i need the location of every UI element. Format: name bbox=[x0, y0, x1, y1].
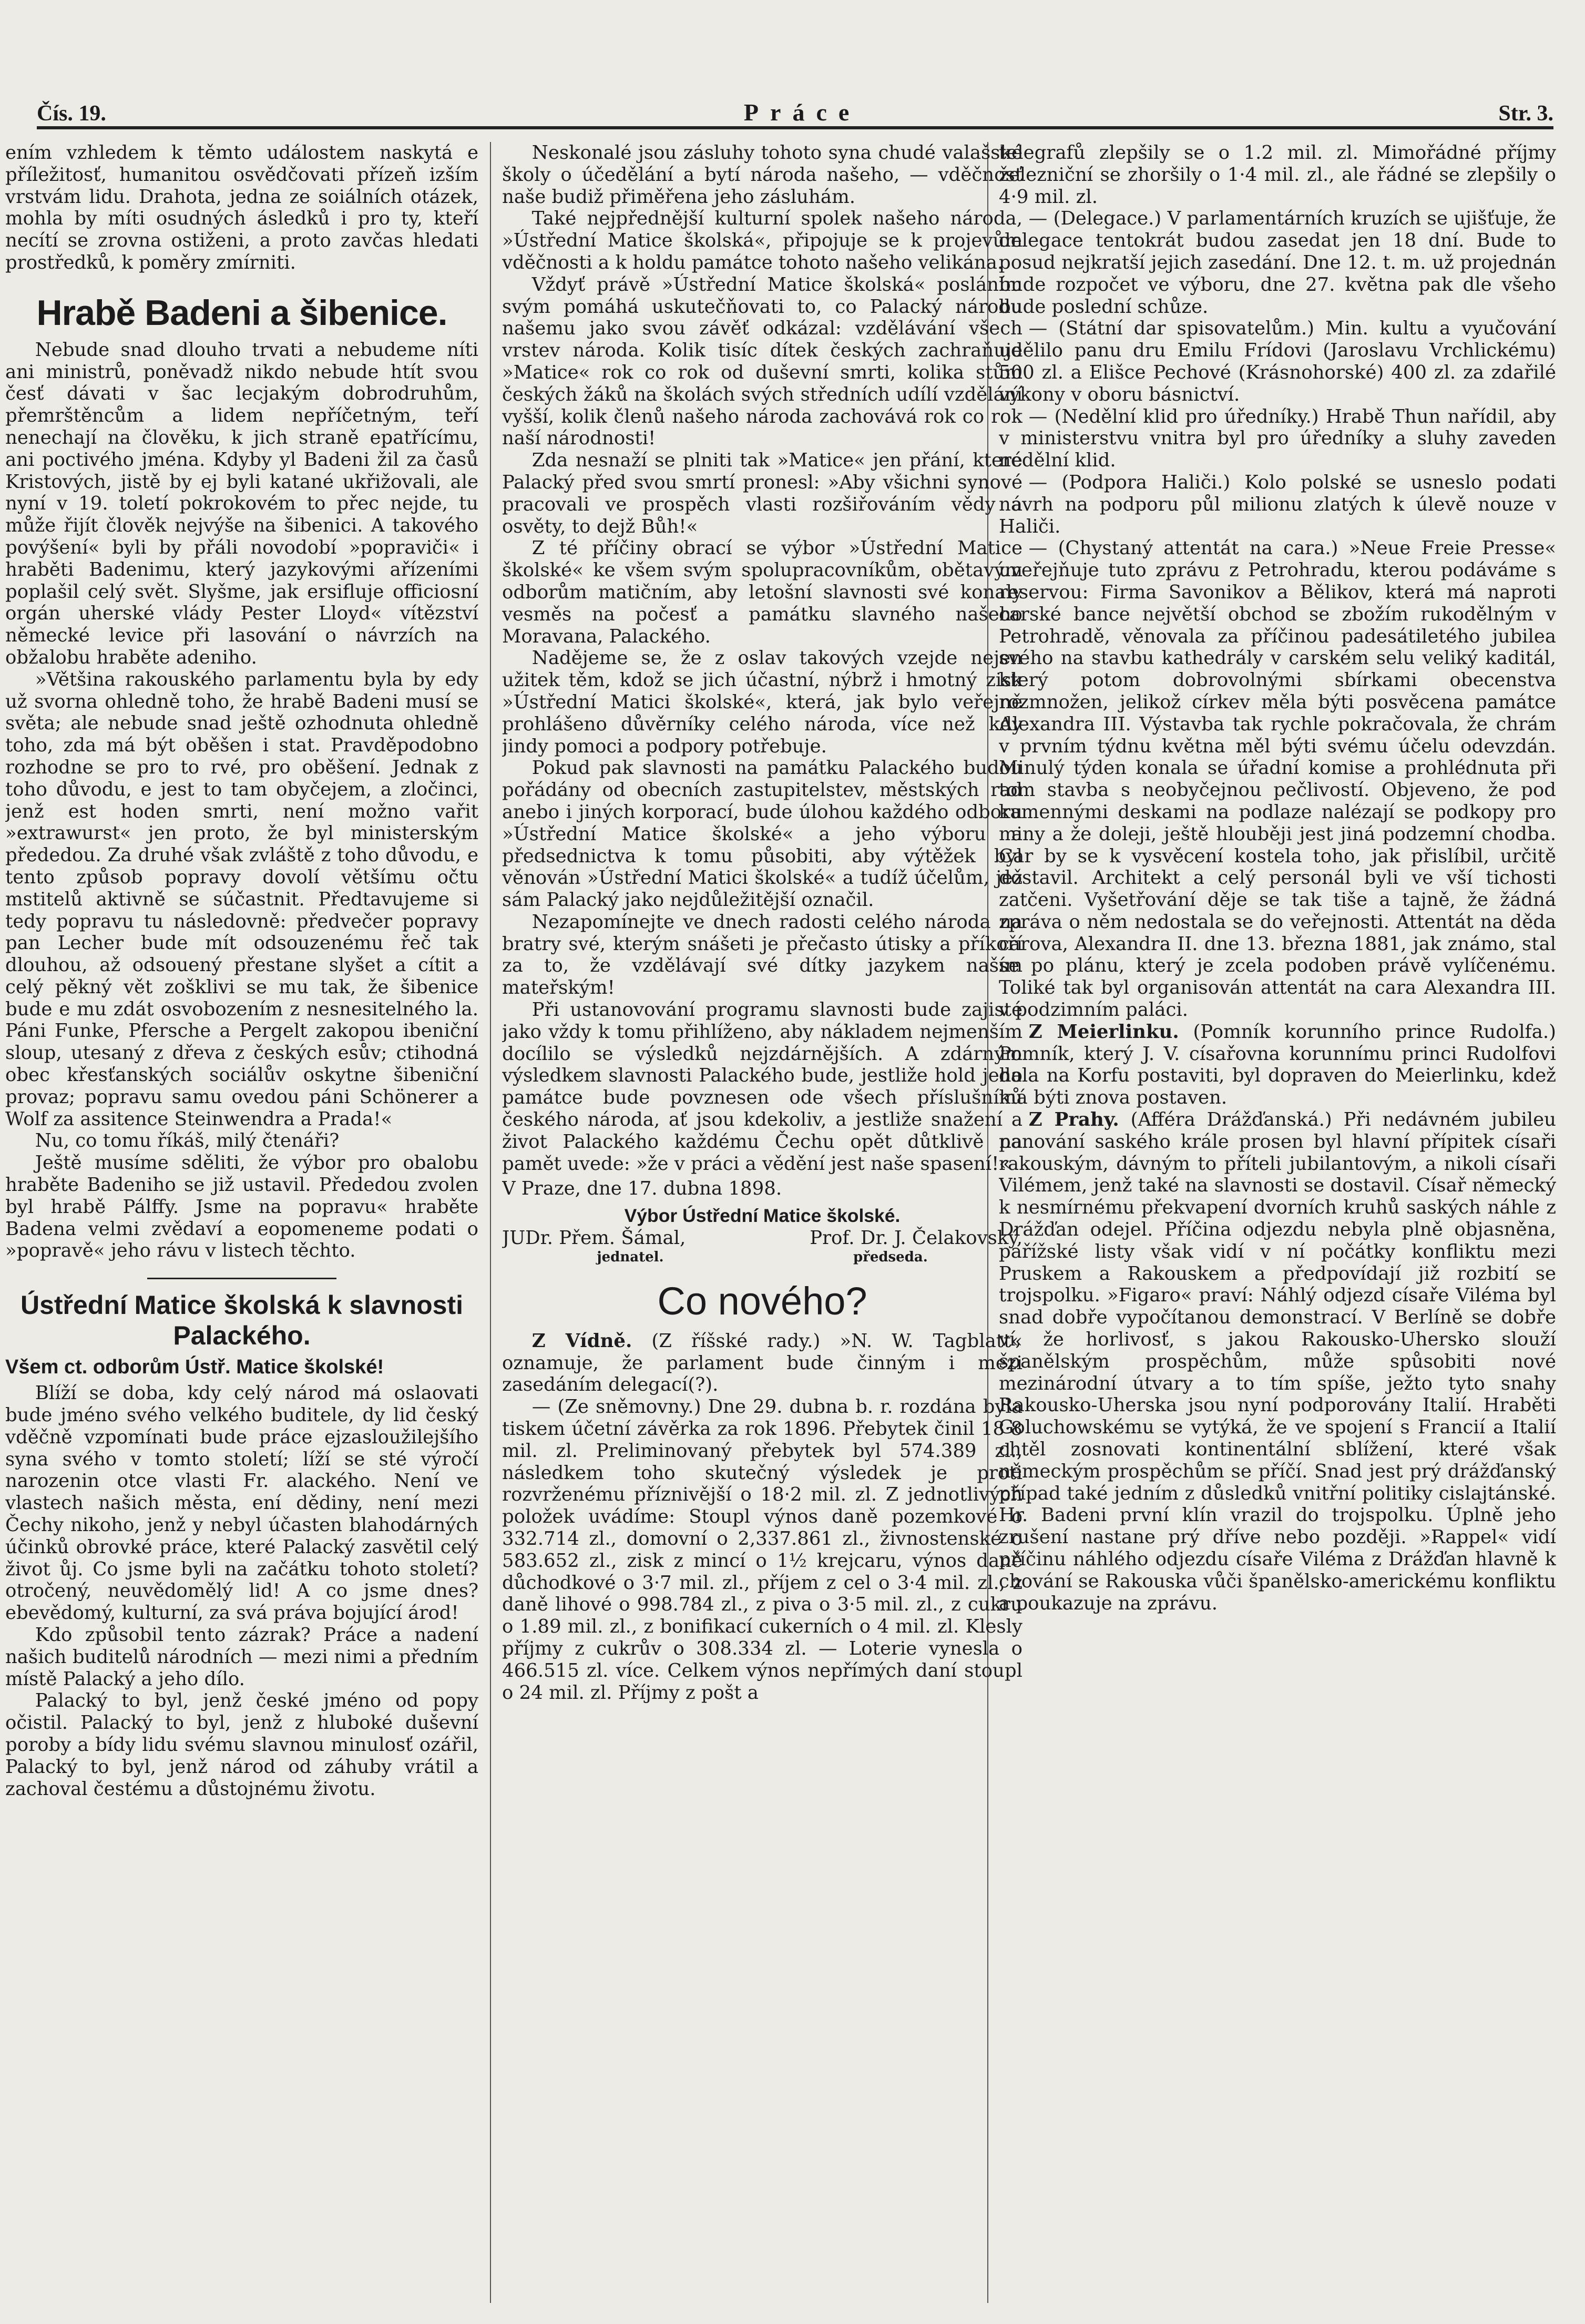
news-item bbox=[502, 1330, 1022, 1396]
news-item: — (Delegace.) V parlamentárních kruzích se ujišťuje, že delegace tentokrát budou zasedat jen 18 dní. Bude to posud nejkratší jejich zasedání. Dne 12. t. m. už projednán bude rozpočet ve výboru, dne 27. května pak dle všeho bude poslední schůze. bbox=[999, 208, 1556, 318]
article-subheading: Všem ct. odborům Ústř. Matice školské! bbox=[5, 1356, 384, 1379]
news-location: Z Meierlinku. bbox=[1028, 1021, 1179, 1043]
paragraph: Kdo způsobil tento zázrak? Práce a nadení našich buditelů národních — mezi nimi a předním místě Palacký a jeho dílo. bbox=[5, 1624, 478, 1690]
signature-role: jednatel. bbox=[597, 1249, 664, 1265]
news-text: (Z říšské rady.) »N. W. Tagblatt« oznamuje, že parlament bude činným i mezi zasedáním delegací(?). bbox=[502, 1330, 1022, 1396]
signature-role: předseda. bbox=[853, 1249, 928, 1265]
page-number: Str. 3. bbox=[1498, 101, 1553, 126]
paragraph: Blíží se doba, kdy celý národ má oslaovati bude jméno svého velkého buditele, dy lid český vděčně vzpomínati bude práce ejzasloužilejšího syna svého v tomto století; líží se sté výročí narozenin otce vlasti Fr. alackého. Není ve vlastech našich města, ení dědiny, není mezi Čechy nikoho, jenž y nebyl účasten blahodárných účinků obrovké práce, které Palacký zasvětil celý život ůj. Co jsme byli na začátku tohoto století? otročený, neuvědomělý lid! A co jsme dnes? ebevědomý, kulturní, za svá práva bojující árod! bbox=[5, 1382, 478, 1624]
column-right bbox=[999, 142, 1556, 2308]
article-heading-badeni: Hrabě Badeni a šibenice. bbox=[36, 292, 447, 333]
news-text: (Pomník korunního prince Rudolfa.) Pomník, který J. V. císařovna korunnímu princi Rudolfovi dala na Korfu postaviti, byl dopraven do Meierlinku, kdež má býti znova postaven. bbox=[999, 1021, 1556, 1109]
signature-name: Prof. Dr. J. Čelakovský, bbox=[810, 1227, 1022, 1249]
section-heading-news: Co nového? bbox=[657, 1279, 867, 1323]
paragraph: Pokud pak slavnosti na památku Palackého budou pořádány od obecních zastupitelstev, městských rad anebo i jiných korporací, bude úlohou každého odboru »Ústřední Matice školské« a jeho výboru a předsednictva k tomu působiti, aby výtěžek byl věnován »Ústřední Matici školské« a tudíž účelům, jež sám Palacký jako nejdůležitější označil. bbox=[502, 757, 1022, 911]
news-item: — (Chystaný attentát na cara.) »Neue Freie Presse« uveřejňuje tuto zprávu z Petrohradu, kterou podáváme s reservou: Firma Savonikov a Bělikov, která má naproti carské bance největší obchod se zbožím rukodělným v Petrohradě, věnovala za příčinou padesátiletého jubilea svého na stavbu kathedrály v carském selu veliký kaditál, který potom dobrovolnými sbírkami obecenstva rozmnožen, jelikož církev měla býti posvěcena památce Alexandra III. Výstavba tak rychle pokračovala, že chrám v prvním týdnu května měl býti svému účelu odevzdán. Minulý týden konala se úřadní komise a prohlédnuta při tom stavba s neobyčejnou pečlivostí. Objeveno, že pod kamennými deskami na podlaze nalézají se podkopy pro miny a že doleji, ještě hlouběji jest jiná podzemní chodba. Car by se k vysvěcení kostela toho, jak přislíbil, určitě dostavil. Architekt a celý personál byli ve vší tichosti zatčeni. Vyšetřování děje se tak tiše a tajně, že žádná zpráva o něm nedostala se do veřejnosti. Attentát na děda carova, Alexandra II. dne 13. března 1881, jak známo, stal se po plánu, který je zcela podoben právě vylíčenému. Toliké tak byl organisován attentát na cara Alexandra III. v podzimním paláci. bbox=[999, 537, 1556, 1021]
news-item: — (Nedělní klid pro úředníky.) Hrabě Thun nařídil, aby v ministerstvu vnitra byl pro úředníky a sluhy zaveden nedělní klid. bbox=[999, 405, 1556, 472]
paragraph: Zda nesnaží se plniti tak »Matice« jen přání, které Palacký před svou smrtí pronesl: »Aby všichni synové pracovali ve prospěch vlasti rozšiřováním vědy a osvěty, to dejž Bůh!« bbox=[502, 450, 1022, 537]
news-item: — (Podpora Haliči.) Kolo polské se usneslo podati návrh na podporu půl milionu zlatých k úlevě nouze v Haliči. bbox=[999, 471, 1556, 537]
news-item bbox=[999, 1021, 1556, 1109]
signature-roles bbox=[502, 1249, 1022, 1265]
section-separator bbox=[147, 1278, 336, 1279]
column-left bbox=[5, 142, 478, 2308]
column-divider bbox=[490, 142, 491, 2303]
news-item bbox=[999, 1109, 1556, 1614]
news-continuation: telegrafů zlepšily se o 1.2 mil. zl. Mimořádné příjmy železniční se zhoršily o 1·4 mil. zl., ale řádné se zlepšily o 4·9 mil. zl. bbox=[999, 142, 1556, 208]
paragraph: Neskonalé jsou zásluhy tohoto syna chudé valašské školy o účedělání a bytí národa našeho, — vděčnosť naše budiž přiměřena jeho zásluhám. bbox=[502, 142, 1022, 208]
paragraph: Nu, co tomu říkáš, milý čtenáři? bbox=[35, 1130, 340, 1152]
news-location: Z Prahy. bbox=[1028, 1109, 1119, 1131]
news-location: Z Vídně. bbox=[531, 1330, 632, 1352]
issue-number: Čís. 19. bbox=[37, 101, 106, 126]
paragraph: Z té příčiny obrací se výbor »Ústřední Matice školské« ke všem svým spolupracovníkům, obětavým odborům matičním, aby letošní slavnosti své konaly vesměs na počesť a památku slavného našeho Moravana, Palackého. bbox=[502, 537, 1022, 647]
news-item: — (Státní dar spisovatelům.) Min. kultu a vyučování udělilo panu dru Emilu Frídovi (Jaroslavu Vrchlickému) 500 zl. a Elišce Pechové (Krásnohorské) 400 zl. za zdařilé výkony v oboru básnictví. bbox=[999, 318, 1556, 405]
newspaper-title: Práce bbox=[743, 99, 861, 126]
paragraph: Ještě musíme sděliti, že výbor pro obalobu hraběte Badeniho se již ustavil. Přededou zvolen byl hrabě Pálffy. Jsme na popravu« hraběte Badena velmi zvědaví a eopomeneme podati o »popravě« jeho rávu v listech těchto. bbox=[5, 1152, 478, 1262]
paragraph: Při ustanovování programu slavnosti bude zajisté jako vždy k tomu přihlíženo, aby nákladem nejmenším docílilo se výsledků nejzdárnějších. A zdárným výsledkem slavnosti Palackého bude, jestliže hold jeho památce bude povznesen ode všech příslušníků českého národa, ať jsou kdekoliv, a jestliže snažení a život Palackého každému Čechu opět důtklivě na pamět uvede: »že v práci a vědění jest naše spasení!« bbox=[502, 999, 1022, 1175]
signature-committee: Výbor Ústřední Matice školské. bbox=[624, 1205, 901, 1227]
date-line: V Praze, dne 17. dubna 1898. bbox=[502, 1178, 782, 1200]
article-continuation: ením vzhledem k těmto událostem naskytá e příležitosť, humanitou osvědčovati přízeň izším vrstvám lidu. Drahota, jedna ze soiálních otázek, mohla by míti osudných ásledků i pro ty, kteří necítí se zrovna ostiženi, a proto zavčas hledati prostředků, k poměry zmírniti. bbox=[5, 142, 478, 273]
signature-names bbox=[502, 1227, 1022, 1249]
article-heading-matice: Ústřední Matice školská k slavnosti Palackého. bbox=[20, 1290, 464, 1351]
news-text: (Afféra Drážďanská.) Při nedávném jubileu panování saského krále prosen byl hlavní přípitek císaři rakouským, dávným to příteli jubilantovým, a nikoli císaři Vilémem, jenž také na slavnosti se dostavil. Císař německý k nesmírnému překvapení dvorních kruhů saských náhle z Drážďan odejel. Příčina odjezdu nebyla plně objasněna, pařížské listy však vidí v ní počátky konfliktu mezi Pruskem a Rakouskem a předpovídají již rozbití se trojspolku. »Figaro« praví: Náhlý odjezd císaře Viléma byl snad dobře vypočítanou demonstrací. V Berlíně se dobře ví, že horlivosť, s jakou Rakousko-Uhersko slouží španělským prospěchům, může spůsobiti nové mezinárodní útvary a to tím spíše, ježto tyto snahy Rakousko-Uherska jsou nyní podporovány Italií. Hraběti Goluchowskému se vytýká, že ve spojení s Francií a Italií chtěl zosnovati kontinentální sblížení, které však německým prospěchům se příčí. Snad jest prý drážďanský případ také jedním z důsledků vnitřní politiky cislajtánské. Hr. Badeni první klín vrazil do trojspolku. Úplně jeho zrušení nastane prý dříve nebo později. »Rappel« vidí příčinu náhlého odjezdu císaře Viléma z Drážďan hlavně k chování se Rakouska vůči španělsko-americkému konfliktu a poukazuje na zprávu. bbox=[999, 1109, 1556, 1614]
paragraph: Palacký to byl, jenž české jméno od popy očistil. Palacký to byl, jenž z hluboké duševní poroby a bídy lidu svému slavnou minulosť ozářil, Palacký to byl, jenž národ od záhuby vrátil a zachoval čestému a důstojnému životu. bbox=[5, 1690, 478, 1800]
paragraph: Nebude snad dlouho trvati a nebudeme níti ani ministrů, poněvadž nikdo nebude htít svou česť dávati v šac lecjakým dobrodruhům, přemrštěncům a lidem nepříčetným, teří nenechají na člověku, k jich straně epatřícímu, ani poctivého jména. Kdyby yl Badeni žil za časů Kristových, jistě by ej byli katané ukřižovali, ale nyní v 19. toletí pokrokovém to přec nejde, tu může řijít člověk nejvýše na šibenici. A takového povýšení« byli by přáli novodobí »popraviči« i hraběti Badenimu, který jazykovými ařízeními poplašil celý svět. Slyšme, jak ersifluje officiosní orgán uherské vlády Pester Lloyd« vítězství německé levice při lasování o návrzích na obžalobu hraběte adeniho. bbox=[5, 339, 478, 668]
paragraph: Vždyť právě »Ústřední Matice školská« posláním svým pomáhá uskutečňovati to, co Palacký národu našemu jako svou závěť odkázal: vzdělávání všech vrstev národa. Kolik tisíc dítek českých zachraňuje »Matice« rok co rok od duševní smrti, kolika stům českých žáků na školách svých středních udílí vzdělání vyšší, kolik členů našeho národa zachovává rok co rok naší národnosti! bbox=[502, 273, 1022, 450]
signature-name: JUDr. Přem. Šámal, bbox=[502, 1227, 686, 1249]
paragraph: »Většina rakouského parlamentu byla by edy už svorna ohledně toho, že hrabě Badeni musí se světa; ale nebude snad ještě ozhodnuta ohledně toho, zda má být oběšen i stat. Pravděpodobno rozhodne se pro to rvé, pro oběšení. Jednak z toho důvodu, e jest to tam obyčejem, a zločinci, jenž est hoden smrti, není možno vařit »extrawurst« jen proto, že byl ministerským přededou. Za druhé však zvláště z toho důvodu, e tento způsob popravy dovolí většímu očtu mstitelů aktivně se súčastnit. Předtavujeme si tedy popravu tu následovně: předvečer popravy pan Lecher bude mít odsouzenému řeč tak dlouhou, až odsouený přestane slyšet a cítit a celý pěkný vět zošklivi se mu tak, že šibenice bude e mu zdát osvobozením z nesnesitelného la. Páni Funke, Pfersche a Pergelt zakopou ibeniční sloup, utesaný z dřeva z českých esův; ctihodná obec křesťanských sociálův oskytne šibeniční provaz; popravu samu ovedou páni Schönerer a Wolf za assitence Steinwendra a Prada!« bbox=[5, 668, 478, 1130]
paragraph: Také nejpřednější kulturní spolek našeho národa, »Ústřední Matice školská«, připojuje se k projevům vděčnosti a k holdu památce tohoto našeho velikána. bbox=[502, 208, 1022, 273]
news-item: — (Ze sněmovny.) Dne 29. dubna b. r. rozdána byla tiskem účetní závěrka za rok 1896. Přebytek činil 18·8 mil. zl. Preliminovaný přebytek byl 574.389 zl., následkem toho skutečný výsledek je proti rozvrženému příznivější o 18·2 mil. zl. Z jednotlivých položek uvádíme: Stoupl výnos daně pozemkové o 332.714 zl., domovní o 2,337.861 zl., živnostenské o 583.652 zl., zisk z mincí o 1½ krejcaru, výnos daně důchodkové o 3·7 mil. zl., příjem z cel o 3·4 mil. zl., z daně lihové o 998.784 zl., z piva o 3·5 mil. zl., z cukru o 1.89 mil. zl., z bonifikací cukerních o 4 mil. zl. Klesly příjmy z cukrův o 308.334 zl. — Loterie vynesla o 466.515 zl. více. Celkem výnos nepřímých daní stoupl o 24 mil. zl. Příjmy z pošt a bbox=[502, 1396, 1022, 1704]
page-header bbox=[37, 89, 1553, 129]
paragraph: Nezapomínejte ve dnech radosti celého národa na bratry své, kterým snášeti je přečasto útisky a příkoří za to, že vzdělávají své dítky jazykem naším mateřským! bbox=[502, 911, 1022, 999]
paragraph: Nadějeme se, že z oslav takových vzejde nejen užitek těm, kdož se jich účastní, nýbrž i hmotný zisk »Ústřední Matici školské«, která, jak bylo veřejně prohlášeno důvěrníky celého národa, více než kdy jindy pomoci a podpory potřebuje. bbox=[502, 647, 1022, 757]
column-middle bbox=[502, 142, 1022, 2308]
